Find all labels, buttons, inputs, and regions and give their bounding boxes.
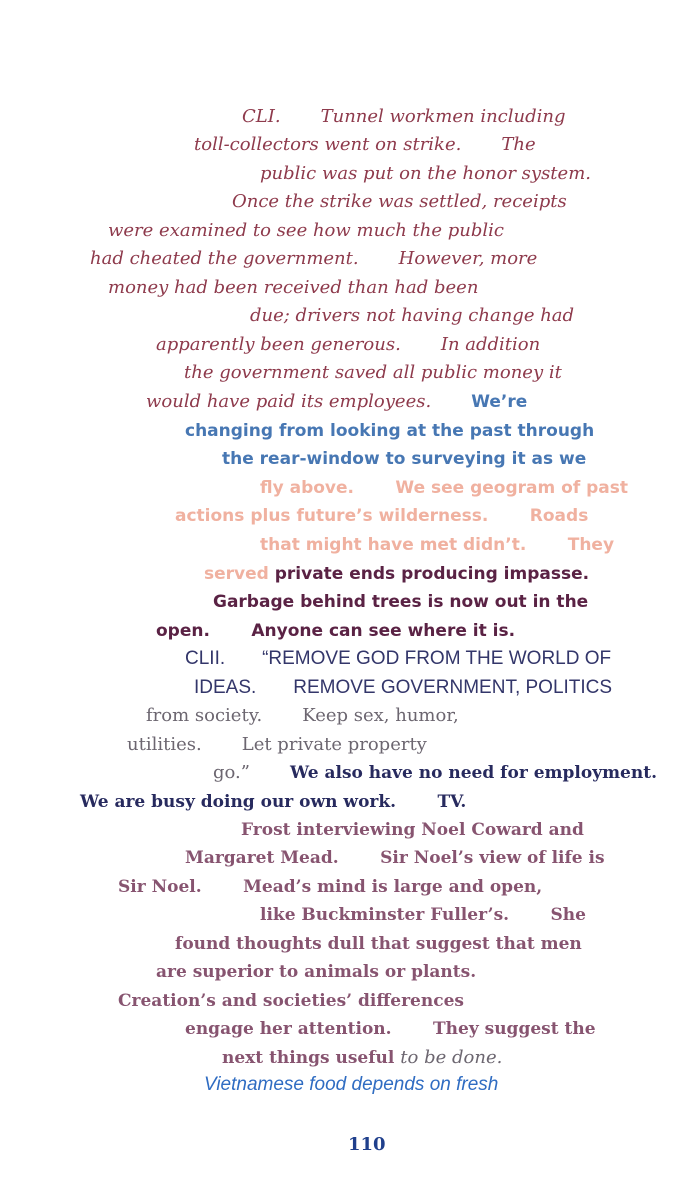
text-line [168,331,562,383]
text-segment: We also have no need for employment. [290,763,658,783]
text-segment: CLII. “REMOVE GOD FROM THE WORLD OF [185,648,612,669]
text-segment: Vietnamese food depends on fresh [204,1074,499,1095]
text-segment: are superior to animals or plants. [156,962,477,982]
text-segment: Creation’s and societies’ differences [118,991,464,1011]
text-line [169,987,596,1039]
text-line [74,217,538,269]
text-segment: changing from looking at the past through [185,421,595,441]
text-segment: the government saved all public money it [184,362,562,383]
text-segment: utilities. Let private property [127,734,427,755]
text-segment: engage her attention. They suggest the [185,1019,596,1039]
text-segment: Once the strike was settled, receipts [232,191,567,212]
text-line [130,360,528,412]
text-segment: that might have met didn’t. They [260,535,615,555]
text-segment: like Buckminster Fuller’s. She [260,905,586,925]
text-line [188,532,590,584]
text-segment: served [204,564,275,584]
text-segment: toll-collectors went on strike. The [194,134,536,155]
text-segment: found thoughts dull that suggest that men [175,934,582,954]
text-line [244,446,629,498]
text-segment: Frost interviewing Noel Coward and [241,820,584,840]
text-line [92,189,504,241]
text-segment: We’re [471,392,528,412]
text-line [102,959,464,1011]
text-segment: the rear-window to surveying it as we [222,449,587,469]
text-segment: actions plus future’s wilderness. Roads [175,506,589,526]
text-line [130,674,459,726]
text-segment: CLI. Tunnel workmen including [242,106,566,127]
text-segment: go.” [213,762,291,783]
text-line [206,1016,503,1068]
text-segment: public was put on the honor system. [260,163,591,184]
text-line [178,103,536,155]
text-line [206,417,587,469]
text-segment: We are busy doing our own work. TV. [80,792,467,812]
text-line [140,589,516,641]
text-segment: Garbage behind trees is now out in the [213,592,589,612]
text-line [169,389,595,441]
text-segment: from society. Keep sex, humor, [146,705,459,726]
text-line [226,75,566,127]
text-line [140,930,477,982]
text-line [111,703,427,755]
text-line [92,246,479,298]
text-line [197,560,589,612]
text-line [216,160,567,212]
text-segment: would have paid its employees. [146,391,472,412]
text-line [159,474,589,526]
text-segment: private ends producing impasse. [274,564,590,584]
text-line [169,617,612,669]
text-line [225,788,584,840]
text-line [64,760,467,812]
text-line [102,845,543,897]
text-line [197,731,658,783]
text-segment: apparently been generous. In addition [156,334,541,355]
page-number-text: 110 [348,1134,386,1155]
text-segment: had cheated the government. However, more [90,248,538,269]
text-segment: were examined to see how much the public [108,220,504,241]
text-segment: fly above. We see geogram of past [260,478,629,498]
text-segment: IDEAS. REMOVE GOVERNMENT, POLITICS [194,677,613,698]
text-segment: next things useful [222,1048,401,1068]
text-line [244,503,615,555]
text-line [244,132,591,184]
page-number [332,1103,386,1155]
text-segment: Margaret Mead. Sir Noel’s view of life is [185,848,605,868]
text-line [188,1043,499,1095]
text-segment: money had been received than had been [108,277,479,298]
text-line [169,816,605,868]
text-segment: open. Anyone can see where it is. [156,621,516,641]
text-segment: to be done. [400,1047,503,1068]
text-line [159,902,582,954]
text-line [234,274,575,326]
text-segment: Sir Noel. Mead’s mind is large and open, [118,877,543,897]
text-line [178,646,613,698]
text-segment: due; drivers not having change had [250,305,575,326]
text-line [140,303,541,355]
text-line [244,873,586,925]
